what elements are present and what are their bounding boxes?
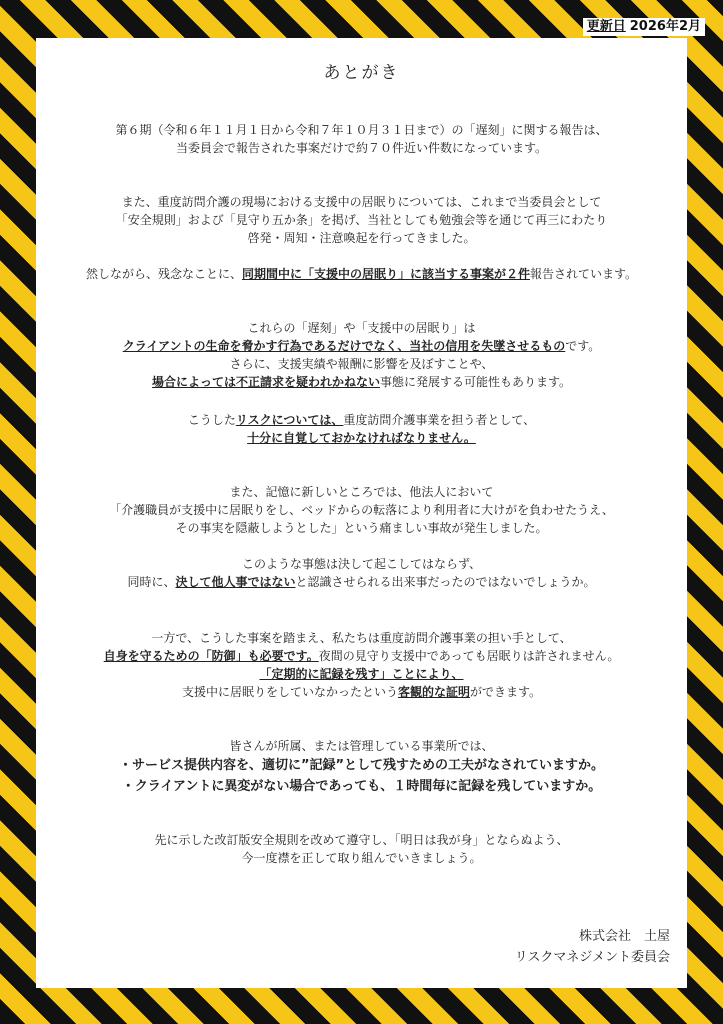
text-line: また、重度訪問介護の現場における支援中の居眠りについては、これまで当委員会として bbox=[121, 195, 602, 209]
company-name: 株式会社 土屋 bbox=[578, 929, 670, 944]
text-line: 第６期（令和６年１１月１日から令和７年１０月３１日まで）の「遅刻」に関する報告は、 bbox=[115, 123, 608, 137]
text-line: 「安全規則」および「見守り五か条」を掲げ、当社としても勉強会等を通じて再三にわたり bbox=[115, 213, 608, 227]
paragraph-late-reports bbox=[36, 121, 687, 157]
text-line: また、記憶に新しいところでは、他法人において bbox=[229, 485, 494, 499]
text-segment: 重度訪問介護事業を担う者として、 bbox=[343, 413, 536, 427]
paragraph-two-cases bbox=[36, 265, 687, 283]
checklist-item: ・サービス提供内容を、適切に”記録”として残すための工夫がなされていますか。 bbox=[118, 758, 605, 773]
text-line: さらに、支援実績や報酬に影響を及ぼすことや、 bbox=[229, 357, 494, 371]
paragraph-other-incident bbox=[36, 483, 687, 537]
text-segment: 支援中に居眠りをしていなかったという bbox=[181, 685, 398, 699]
text-line: これらの「遅刻」や「支援中の居眠り」は bbox=[247, 321, 476, 335]
emphasis-text: 場合によっては不正請求を疑われかねない bbox=[151, 375, 380, 389]
paragraph-sleeping-awareness bbox=[36, 193, 687, 247]
text-line: 一方で、こうした事案を踏まえ、私たちは重度訪問介護事業の担い手として、 bbox=[151, 631, 572, 645]
emphasis-text: リスクについては、 bbox=[235, 413, 344, 427]
paragraph-risk-impact bbox=[36, 319, 687, 391]
text-segment: です。 bbox=[565, 339, 601, 353]
paragraph-defense bbox=[36, 629, 687, 701]
emphasis-text: 自身を守るための「防御」も必要です。 bbox=[103, 649, 319, 663]
text-line: 皆さんが所属、または管理している事業所では、 bbox=[229, 739, 494, 753]
emphasis-text: 決して他人事ではない bbox=[175, 575, 296, 589]
text-segment: と認識させられる出来事だったのではないでしょうか。 bbox=[295, 575, 596, 589]
text-segment: ができます。 bbox=[469, 685, 542, 699]
signature bbox=[515, 926, 670, 968]
updated-value: 2026年2月 bbox=[629, 19, 701, 34]
paragraph-checklist bbox=[36, 737, 687, 797]
text-segment: こうした bbox=[187, 413, 236, 427]
text-line: その事実を隠蔽しようとした」という痛ましい事故が発生しました。 bbox=[175, 521, 548, 535]
page-title: あとがき bbox=[323, 63, 400, 83]
text-line: 今一度襟を正して取り組んでいきましょう。 bbox=[241, 851, 482, 865]
paragraph-closing bbox=[36, 831, 687, 867]
text-segment: 夜間の見守り支援中であっても居眠りは許されません。 bbox=[318, 649, 620, 663]
text-line: 「介護職員が支援中に居眠りをし、ベッドからの転落により利用者に大けがを負わせたうえ、 bbox=[109, 503, 614, 517]
updated-label: 更新日 bbox=[586, 19, 626, 34]
text-line: このような事態は決して起こしてはならず、 bbox=[241, 557, 482, 571]
emphasis-text: 客観的な証明 bbox=[397, 685, 470, 699]
text-line: 先に示した改訂版安全規則を改めて遵守し、「明日は我が身」とならぬよう、 bbox=[154, 833, 569, 847]
paragraph-not-others-matter bbox=[36, 555, 687, 591]
emphasis-text: クライアントの生命を脅かす行為であるだけでなく、当社の信用を失墜させるもの bbox=[122, 339, 566, 353]
text-line: 啓発・周知・注意喚起を行ってきました。 bbox=[247, 231, 476, 245]
emphasis-text: 十分に自覚しておかなければなりません。 bbox=[247, 431, 476, 445]
text-segment: 事態に発展する可能性もあります。 bbox=[379, 375, 572, 389]
text-line: 当委員会で報告された事案だけで約７０件近い件数になっています。 bbox=[175, 141, 548, 155]
emphasis-text: 同期間中に「支援中の居眠り」に該当する事案が２件 bbox=[241, 267, 530, 281]
text-segment: 報告されています。 bbox=[529, 267, 638, 281]
checklist-item: ・クライアントに異変がない場合であっても、１時間毎に記録を残していますか。 bbox=[121, 779, 602, 794]
text-segment: 同時に、 bbox=[127, 575, 176, 589]
emphasis-text: 「定期的に記録を残す」ことにより、 bbox=[259, 667, 464, 681]
updated-date bbox=[583, 18, 705, 36]
text-segment: 然しながら、残念なことに、 bbox=[85, 267, 242, 281]
document-page bbox=[36, 38, 687, 988]
paragraph-awareness bbox=[36, 411, 687, 447]
committee-name: リスクマネジメント委員会 bbox=[514, 950, 670, 965]
